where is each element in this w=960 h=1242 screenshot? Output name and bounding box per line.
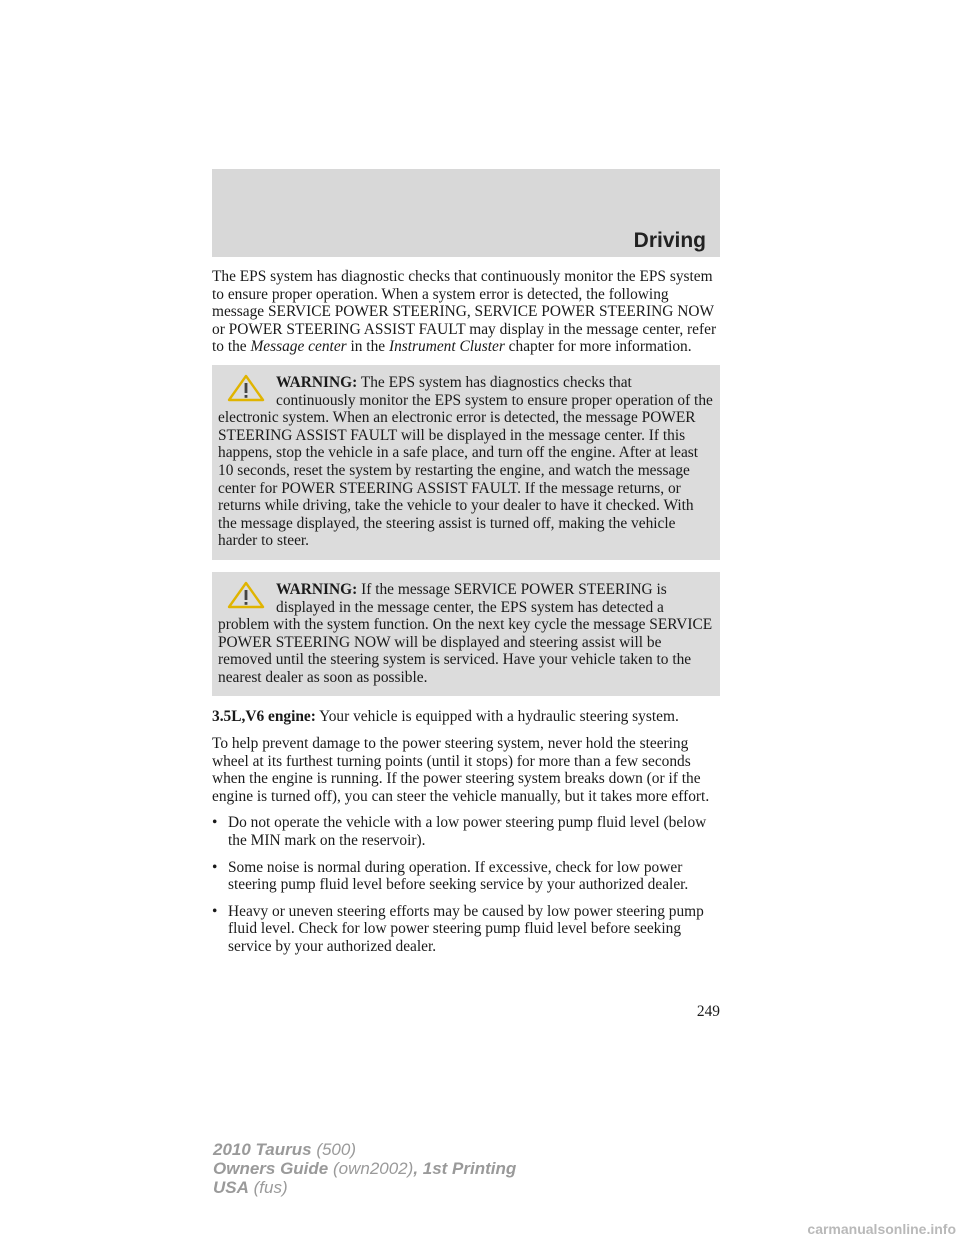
footer-line-1: [213, 1140, 516, 1159]
warning-label: WARNING:: [276, 580, 358, 598]
warning-triangle-icon: [226, 581, 266, 609]
section-title: Driving: [633, 229, 706, 252]
footer-model-code: (500): [311, 1140, 357, 1159]
list-item-text: Some noise is normal during operation. If excessive, check for low power steering pump fluid level before seeking service by your authorized dealer.: [228, 858, 689, 894]
watermark: carmanualsonline.info: [807, 1221, 956, 1237]
bullet-dot: •: [212, 858, 218, 876]
warning-box-2: [212, 572, 720, 697]
bullet-list: [212, 814, 720, 955]
instrument-cluster-ref: Instrument Cluster: [388, 338, 505, 356]
engine-note: [212, 708, 720, 726]
footer-guide-code: (own2002): [328, 1159, 414, 1178]
warning-text: If the message SERVICE POWER STEERING is displayed in the message center, the EPS system has detected a problem with the system function. On the next key cycle the message SERVICE POWER STEERING NOW will be displayed and steering assist will be removed until the steering system is serviced. Have your vehicle taken to the nearest dealer as soon as possible.: [218, 580, 713, 686]
engine-note-text: Your vehicle is equipped with a hydraulic steering system.: [315, 708, 679, 726]
page-number: 249: [696, 1003, 720, 1020]
footer-market: USA: [213, 1178, 249, 1197]
intro-text-end: chapter for more information.: [504, 338, 692, 356]
bullet-dot: •: [212, 902, 218, 920]
warning-label: WARNING:: [276, 373, 358, 391]
list-item: [212, 859, 720, 894]
list-item-text: Heavy or uneven steering efforts may be caused by low power steering pump fluid level. Check for low power steering pump fluid level before seeking service by your authorized dealer.: [228, 902, 704, 955]
message-center-ref: Message center: [250, 338, 347, 356]
footer-guide: Owners Guide: [213, 1159, 329, 1178]
page-content: [212, 268, 720, 965]
footer-market-code: (fus): [248, 1178, 288, 1197]
footer-printing: , 1st Printing: [413, 1159, 517, 1178]
footer-line-3: [213, 1178, 516, 1197]
intro-paragraph: [212, 268, 720, 356]
intro-text: The EPS system has diagnostic checks that continuously monitor the EPS system to ensure proper operation. When a system error is detected, the following message SERVICE POWER STEERING, SERVICE POWER STEERING NOW or POWER STEERING ASSIST FAULT may display in the message center, refer to the: [212, 268, 717, 356]
steering-paragraph: To help prevent damage to the power steering system, never hold the steering wheel at its furthest turning points (until it stops) for more than a few seconds when the engine is running. If the power steering system breaks down (or if the engine is turned off), you can steer the vehicle manually, but it takes more effort.: [212, 735, 710, 805]
intro-text-mid: in the: [346, 338, 389, 356]
warning-box-1: [212, 365, 720, 560]
warning-triangle-icon: [226, 374, 266, 402]
section-header-band: [212, 169, 720, 257]
warning-text: The EPS system has diagnostics checks that continuously monitor the EPS system to ensure proper operation of the electronic system. When an electronic error is detected, the message POWER STEERING ASSIST FAULT will be displayed in the message center. If this happens, stop the vehicle in a safe place, and turn off the engine. After at least 10 seconds, reset the system by restarting the engine, and watch the message center for POWER STEERING ASSIST FAULT. If the message returns, or returns while driving, take the vehicle to your dealer to have it checked. With the message displayed, the steering assist is turned off, making the vehicle harder to steer.: [218, 373, 713, 550]
bullet-dot: •: [212, 814, 218, 832]
footer-line-2: [213, 1159, 516, 1178]
engine-note-label: 3.5L,V6 engine:: [212, 708, 316, 726]
print-footer: [213, 1140, 516, 1197]
list-item-text: Do not operate the vehicle with a low power steering pump fluid level (below the MIN mark on the reservoir).: [228, 814, 707, 850]
footer-model: 2010 Taurus: [213, 1140, 312, 1159]
list-item: [212, 903, 720, 956]
list-item: [212, 814, 720, 849]
